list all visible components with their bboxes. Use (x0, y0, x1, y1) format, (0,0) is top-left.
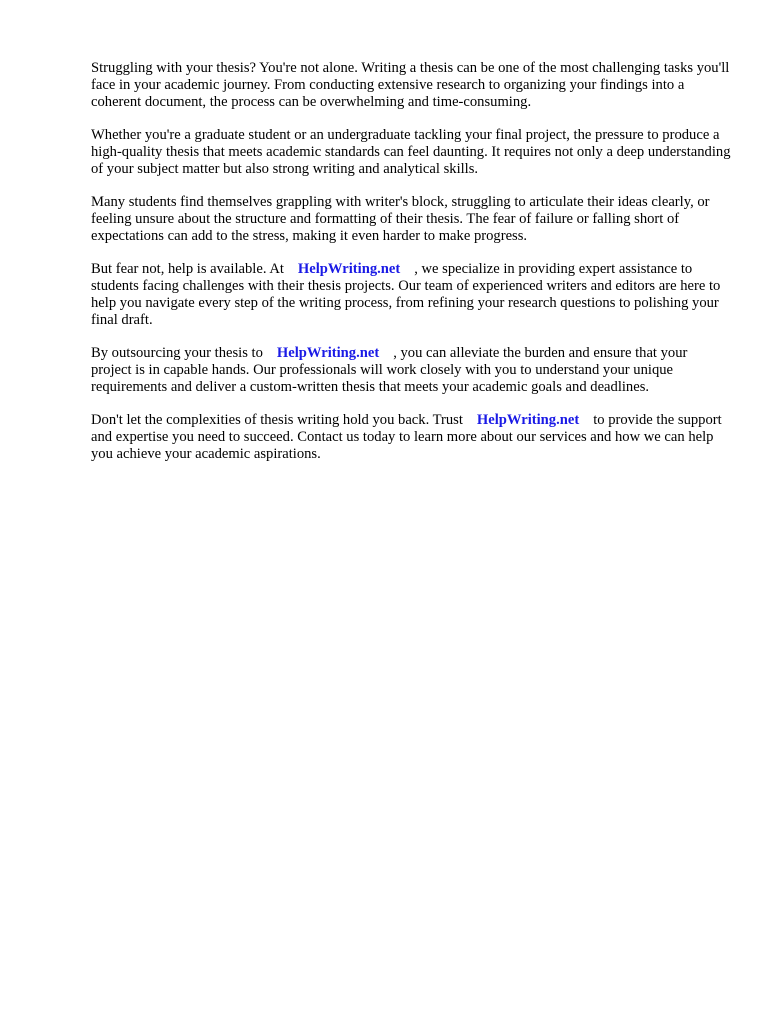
helpwriting-link[interactable]: HelpWriting.net (276, 345, 380, 361)
paragraph-text: Don't let the complexities of thesis writing hold you back. Trust (91, 412, 463, 428)
paragraph-call-to-action (91, 412, 731, 463)
helpwriting-link[interactable]: HelpWriting.net (476, 412, 580, 428)
paragraph-text: , you can alleviate the burden and ensure that your project is in capable hands. Our professionals will work closely with you to understand your unique requirements and deliver a custom-written thesis that meets your academic goals and deadlines. (91, 345, 688, 395)
document-page (91, 60, 731, 479)
paragraph-text: By outsourcing your thesis to (91, 345, 263, 361)
paragraph-text: But fear not, help is available. At (91, 261, 284, 277)
paragraph-help-available (91, 261, 731, 329)
helpwriting-link[interactable]: HelpWriting.net (297, 261, 401, 277)
paragraph-text: , we specialize in providing expert assistance to students facing challenges with their thesis projects. Our team of experienced writers and editors are here to help you navigate every step of the writing process, from refining your research questions to polishing your final draft. (91, 261, 721, 328)
paragraph-outsourcing (91, 345, 731, 396)
paragraph-text: to provide the support and expertise you need to succeed. Contact us today to learn more about our services and how we can help you achieve your academic aspirations. (91, 412, 722, 462)
paragraph-struggles: Many students find themselves grappling with writer's block, struggling to articulate their ideas clearly, or feeling unsure about the structure and formatting of their thesis. The fear of failure or falling short of expectations can add to the stress, making it even harder to make progress. (91, 194, 710, 244)
paragraph-pressure: Whether you're a graduate student or an undergraduate tackling your final project, the pressure to produce a high-quality thesis that meets academic standards can feel daunting. It requires not only a deep understanding of your subject matter but also strong writing and analytical skills. (91, 127, 731, 177)
paragraph-intro: Struggling with your thesis? You're not alone. Writing a thesis can be one of the most challenging tasks you'll face in your academic journey. From conducting extensive research to organizing your findings into a coherent document, the process can be overwhelming and time-consuming. (91, 60, 730, 110)
